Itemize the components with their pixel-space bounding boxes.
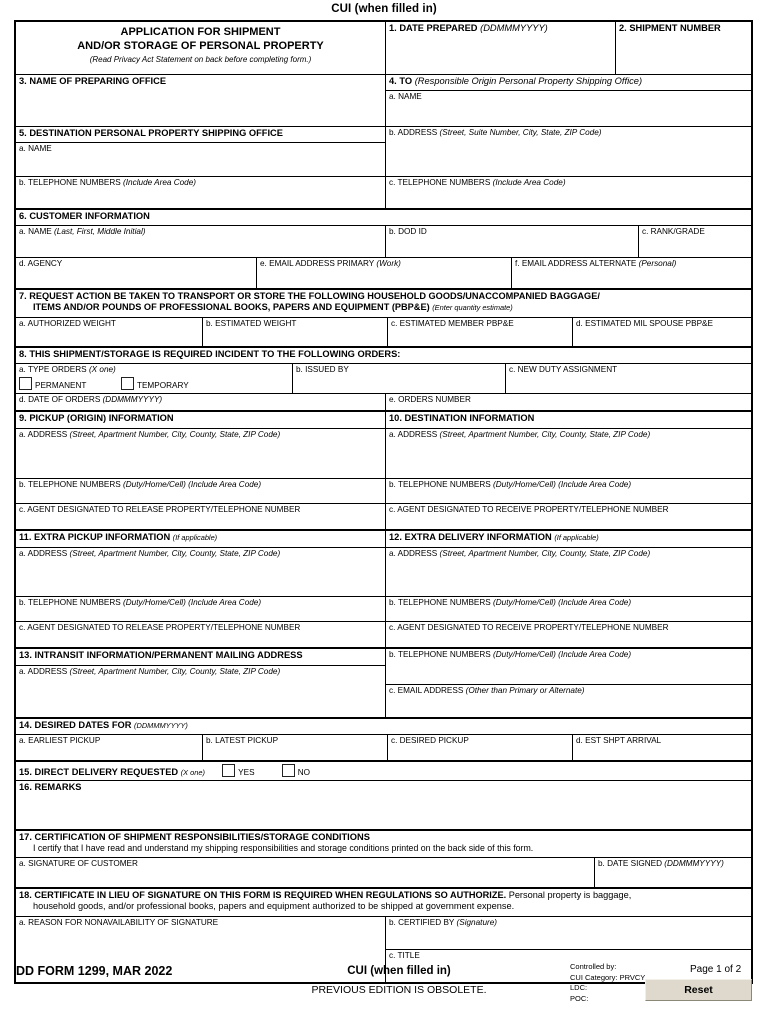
row-3-4	[16, 74, 751, 126]
field-4-to-header	[385, 75, 751, 90]
field-13a-label: a. ADDRESS	[19, 667, 68, 676]
field-7c-estimated-member-pbpe[interactable]	[387, 318, 572, 346]
field-14b-label: b. LATEST PICKUP	[206, 736, 279, 745]
field-11-label: 11. EXTRA PICKUP INFORMATION	[19, 532, 171, 542]
field-6f-email-alternate[interactable]	[511, 258, 751, 288]
row-17a-17b	[16, 857, 751, 887]
field-7b-label: b. ESTIMATED WEIGHT	[206, 319, 297, 328]
field-18-label: 18. CERTIFICATE IN LIEU OF SIGNATURE ON THIS FORM IS REQUIRED WHEN REGULATIONS SO AUTHORIZE.	[19, 890, 507, 900]
field-5b-label: b. TELEPHONE NUMBERS	[19, 178, 121, 187]
field-14b-latest-pickup[interactable]	[202, 735, 387, 760]
field-7d-estimated-mil-spouse-pbpe[interactable]	[572, 318, 751, 346]
previous-edition-note: PREVIOUS EDITION IS OBSOLETE.	[311, 984, 487, 996]
row-16-remarks	[16, 780, 751, 829]
field-18b-label: b. CERTIFIED BY	[389, 918, 455, 927]
field-6d-agency[interactable]	[16, 258, 256, 288]
field-17b-hint: (DDMMMYYYY)	[664, 859, 724, 868]
field-13-group	[16, 649, 385, 717]
field-7a-authorized-weight[interactable]	[16, 318, 202, 346]
field-4c-hint: (Include Area Code)	[492, 178, 566, 187]
field-9c-label: c. AGENT DESIGNATED TO RELEASE PROPERTY/TELEPHONE NUMBER	[19, 505, 301, 514]
field-17a-signature-customer[interactable]	[16, 858, 594, 887]
row-6a-6b-6c	[16, 225, 751, 257]
field-4-to-group	[385, 75, 751, 126]
form-title-block	[16, 22, 385, 74]
field-6b-dod-id[interactable]	[385, 226, 638, 257]
field-7-hint: (Enter quantity estimate)	[432, 302, 513, 312]
field-5-header	[16, 127, 385, 142]
field-5a-name[interactable]	[16, 142, 385, 176]
field-7-line1: 7. REQUEST ACTION BE TAKEN TO TRANSPORT OR STORE THE FOLLOWING HOUSEHOLD GOODS/UNACCOMPANIED BAGGAGE/	[19, 291, 600, 301]
field-6c-label: c. RANK/GRADE	[642, 227, 705, 236]
field-8b-issued-by[interactable]	[292, 364, 505, 393]
field-10-destination-header	[385, 412, 751, 428]
field-1-hint: (DDMMMYYYY)	[480, 23, 548, 33]
field-10c-label: c. AGENT DESIGNATED TO RECEIVE PROPERTY/TELEPHONE NUMBER	[389, 505, 669, 514]
form-id-label: DD FORM 1299, MAR 2022	[16, 964, 173, 978]
field-14a-earliest-pickup[interactable]	[16, 735, 202, 760]
field-4a-name[interactable]	[385, 90, 751, 126]
field-7-request-action-header	[16, 290, 751, 317]
field-8-orders-header	[16, 348, 751, 363]
field-8c-label: c. NEW DUTY ASSIGNMENT	[509, 365, 618, 374]
field-17a-label: a. SIGNATURE OF CUSTOMER	[19, 859, 138, 868]
checkbox-no-label: NO	[297, 768, 311, 777]
field-13b-hint1: (Duty/Home/Cell)	[493, 650, 556, 659]
field-4a-label: a. NAME	[389, 92, 422, 101]
field-13c-label: c. EMAIL ADDRESS	[389, 686, 464, 695]
field-6-customer-info-header	[16, 210, 751, 225]
field-13c-email-address[interactable]	[385, 684, 751, 717]
row-9c-10c	[16, 503, 751, 529]
field-6d-label: d. AGENCY	[19, 259, 63, 268]
field-12-extra-delivery-header	[385, 531, 751, 547]
field-8d-hint: (DDMMMYYYY)	[102, 395, 163, 404]
field-13-right-group	[385, 649, 751, 717]
field-3-label: 3. NAME OF PREPARING OFFICE	[19, 76, 167, 86]
field-6e-hint: (Work)	[376, 259, 401, 268]
field-3-preparing-office[interactable]	[16, 75, 385, 126]
row-15	[16, 760, 751, 780]
reset-button[interactable]: Reset	[645, 979, 752, 1001]
page-number: Page 1 of 2	[690, 964, 742, 975]
field-6c-rank-grade[interactable]	[638, 226, 751, 257]
field-5-label: 5. DESTINATION PERSONAL PROPERTY SHIPPING OFFICE	[19, 128, 283, 138]
field-14a-label: a. EARLIEST PICKUP	[19, 736, 101, 745]
field-10c-agent-receive[interactable]	[385, 504, 751, 529]
field-8a-label: a. TYPE ORDERS	[19, 365, 87, 374]
field-2-label: 2. SHIPMENT NUMBER	[619, 23, 721, 33]
field-12b-label: b. TELEPHONE NUMBERS	[389, 598, 491, 607]
field-13-label: 13. INTRANSIT INFORMATION/PERMANENT MAILING ADDRESS	[19, 650, 303, 660]
cui-control-block	[570, 962, 645, 1005]
row-9b-10b	[16, 478, 751, 503]
field-15-direct-delivery	[16, 762, 751, 780]
field-14-label: 14. DESIRED DATES FOR	[19, 720, 132, 730]
checkbox-permanent-label: PERMANENT	[35, 380, 87, 390]
row-5b-4c	[16, 176, 751, 208]
form-title-subtitle: (Read Privacy Act Statement on back before completing form.)	[89, 54, 312, 64]
field-18c-label: c. TITLE	[389, 951, 420, 960]
field-14-hint: (DDMMMYYYY)	[134, 721, 188, 730]
field-11b-hint1: (Duty/Home/Cell)	[123, 598, 186, 607]
checkbox-no[interactable]	[282, 764, 295, 777]
cui-banner-bottom: CUI (when filled in)	[347, 965, 451, 977]
field-9a-address[interactable]	[16, 429, 385, 478]
field-18b-certified-by[interactable]	[385, 917, 751, 949]
field-5a-label: a. NAME	[19, 144, 52, 153]
controlled-by-label: Controlled by:	[570, 962, 617, 971]
field-13c-hint: (Other than Primary or Alternate)	[465, 686, 585, 695]
row-14-dates	[16, 734, 751, 760]
field-6e-label: e. EMAIL ADDRESS PRIMARY	[260, 259, 375, 268]
row-8d-8e	[16, 393, 751, 410]
row-7-header	[16, 288, 751, 317]
field-7b-estimated-weight[interactable]	[202, 318, 387, 346]
field-13a-hint: (Street, Apartment Number, City, County, State, ZIP Code)	[69, 667, 281, 676]
field-4b-label: b. ADDRESS	[389, 128, 438, 137]
field-9-pickup-origin-header	[16, 412, 385, 428]
row-8a-8b-8c	[16, 363, 751, 393]
field-12c-label: c. AGENT DESIGNATED TO RECEIVE PROPERTY/TELEPHONE NUMBER	[389, 623, 669, 632]
field-16-label: 16. REMARKS	[19, 782, 82, 792]
field-12b-telephone[interactable]	[385, 597, 751, 621]
field-10a-label: a. ADDRESS	[389, 430, 438, 439]
checkbox-yes[interactable]	[222, 764, 235, 777]
field-9b-telephone[interactable]	[16, 479, 385, 503]
field-11a-label: a. ADDRESS	[19, 549, 68, 558]
field-17b-date-signed[interactable]	[594, 858, 751, 887]
field-4-label: 4. TO	[389, 76, 413, 86]
checkbox-yes-label: YES	[238, 768, 255, 777]
field-7-line2: ITEMS AND/OR POUNDS OF PROFESSIONAL BOOKS, PAPERS AND EQUIPMENT (PBP&E)	[33, 301, 430, 312]
field-14c-desired-pickup[interactable]	[387, 735, 572, 760]
field-4c-label: c. TELEPHONE NUMBERS	[389, 178, 491, 187]
form-title-line1: APPLICATION FOR SHIPMENT	[120, 26, 281, 38]
field-8b-label: b. ISSUED BY	[296, 365, 349, 374]
field-2-shipment-number[interactable]	[615, 22, 751, 74]
row-5-4b	[16, 126, 751, 176]
field-6a-hint: (Last, First, Middle Initial)	[54, 227, 146, 236]
field-11b-label: b. TELEPHONE NUMBERS	[19, 598, 121, 607]
field-11b-hint2: (Include Area Code)	[188, 598, 262, 607]
ldc-label: LDC:	[570, 983, 588, 993]
field-15-hint: (X one)	[180, 768, 205, 777]
field-7a-label: a. AUTHORIZED WEIGHT	[19, 319, 116, 328]
form-title-line2: AND/OR STORAGE OF PERSONAL PROPERTY	[77, 39, 324, 52]
field-11a-hint: (Street, Apartment Number, City, County, State, ZIP Code)	[69, 549, 281, 558]
field-12a-hint: (Street, Apartment Number, City, County, State, ZIP Code)	[439, 549, 651, 558]
field-4b-hint: (Street, Suite Number, City, State, ZIP Code)	[439, 128, 602, 137]
field-6e-email-primary[interactable]	[256, 258, 511, 288]
row-11c-12c	[16, 621, 751, 647]
field-9-label: 9. PICKUP (ORIGIN) INFORMATION	[19, 413, 174, 423]
row-11a-12a	[16, 547, 751, 596]
field-8-label: 8. THIS SHIPMENT/STORAGE IS REQUIRED INCIDENT TO THE FOLLOWING ORDERS:	[19, 349, 401, 359]
field-6a-label: a. NAME	[19, 227, 52, 236]
field-8c-new-duty-assignment[interactable]	[505, 364, 751, 393]
field-11c-label: c. AGENT DESIGNATED TO RELEASE PROPERTY/TELEPHONE NUMBER	[19, 623, 301, 632]
checkbox-permanent-wrap[interactable]	[19, 377, 86, 391]
field-11b-telephone[interactable]	[16, 597, 385, 621]
field-12b-hint2: (Include Area Code)	[558, 598, 632, 607]
form-footer	[14, 962, 753, 1010]
field-10b-hint2: (Include Area Code)	[558, 480, 632, 489]
field-12c-agent-receive[interactable]	[385, 622, 751, 647]
field-10b-hint1: (Duty/Home/Cell)	[493, 480, 556, 489]
field-10b-label: b. TELEPHONE NUMBERS	[389, 480, 491, 489]
field-5-group	[16, 127, 385, 176]
field-17b-label: b. DATE SIGNED	[598, 859, 662, 868]
field-12a-address[interactable]	[385, 548, 751, 596]
field-9a-hint: (Street, Apartment Number, City, County, State, ZIP Code)	[69, 430, 281, 439]
field-9c-agent-release[interactable]	[16, 504, 385, 529]
field-4b-address[interactable]	[385, 127, 751, 176]
field-6f-label: f. EMAIL ADDRESS ALTERNATE	[515, 259, 637, 268]
field-5b-hint: (Include Area Code)	[123, 178, 197, 187]
field-18b-hint: (Signature)	[456, 918, 498, 927]
row-17-header	[16, 829, 751, 857]
field-10a-hint: (Street, Apartment Number, City, County, State, ZIP Code)	[439, 430, 651, 439]
field-5b-telephone[interactable]	[16, 177, 385, 208]
field-13a-address[interactable]	[16, 665, 385, 717]
field-6f-hint: (Personal)	[638, 259, 677, 268]
row-14-header	[16, 717, 751, 734]
cui-banner-top: CUI (when filled in)	[331, 3, 437, 15]
field-11-hint: (If applicable)	[172, 533, 218, 542]
field-7c-label: c. ESTIMATED MEMBER PBP&E	[391, 319, 514, 328]
row-6-header	[16, 208, 751, 225]
field-18-certificate-header	[16, 889, 751, 916]
field-12-hint: (If applicable)	[554, 533, 599, 542]
poc-label: POC:	[570, 993, 589, 1003]
field-18-line2: household goods, and/or professional books, papers and equipment authorized to be shipped at government expense.	[33, 901, 515, 912]
row-11b-12b	[16, 596, 751, 621]
field-17-label: 17. CERTIFICATION OF SHIPMENT RESPONSIBILITIES/STORAGE CONDITIONS	[19, 832, 370, 842]
field-6a-name[interactable]	[16, 226, 385, 257]
row-11-12-headers	[16, 529, 751, 547]
field-6-label: 6. CUSTOMER INFORMATION	[19, 211, 150, 221]
field-8a-type-orders	[16, 364, 292, 393]
field-16-remarks[interactable]	[16, 781, 751, 829]
field-8e-orders-number[interactable]	[385, 394, 751, 410]
field-14d-est-shpt-arrival[interactable]	[572, 735, 751, 760]
field-9b-hint1: (Duty/Home/Cell)	[123, 480, 186, 489]
field-11a-address[interactable]	[16, 548, 385, 596]
field-11c-agent-release[interactable]	[16, 622, 385, 647]
row-7-weights	[16, 317, 751, 346]
field-7d-label: d. ESTIMATED MIL SPOUSE PBP&E	[576, 319, 713, 328]
checkbox-no-wrap[interactable]	[282, 764, 310, 778]
field-14-desired-dates-header	[16, 719, 751, 734]
field-9a-label: a. ADDRESS	[19, 430, 68, 439]
field-13b-hint2: (Include Area Code)	[558, 650, 632, 659]
row-18-header	[16, 887, 751, 916]
row-8-header	[16, 346, 751, 363]
field-12b-hint1: (Duty/Home/Cell)	[493, 598, 556, 607]
field-8d-label: d. DATE OF ORDERS	[19, 395, 101, 404]
field-15-label: 15. DIRECT DELIVERY REQUESTED	[19, 767, 179, 777]
field-17-body: I certify that I have read and understand my shipping responsibilities and storage conditions printed on the back side of this form.	[33, 842, 534, 853]
row-title	[16, 22, 751, 74]
field-12a-label: a. ADDRESS	[389, 549, 438, 558]
checkbox-temporary[interactable]	[121, 377, 134, 390]
field-10b-telephone[interactable]	[385, 479, 751, 503]
field-8e-label: e. ORDERS NUMBER	[389, 395, 471, 404]
checkbox-permanent[interactable]	[19, 377, 32, 390]
field-18-title-rest: Personal property is baggage,	[508, 890, 632, 900]
row-6d-6e-6f	[16, 257, 751, 288]
field-10a-address[interactable]	[385, 429, 751, 478]
cui-category-label: CUI Category: PRVCY	[570, 972, 646, 982]
field-18a-label: a. REASON FOR NONAVAILABILITY OF SIGNATURE	[19, 918, 219, 927]
field-9b-hint2: (Include Area Code)	[188, 480, 262, 489]
field-11-extra-pickup-header	[16, 531, 385, 547]
field-13-intransit-header	[16, 649, 385, 665]
field-13b-telephone[interactable]	[385, 649, 751, 684]
row-9-10-headers	[16, 410, 751, 428]
field-14c-label: c. DESIRED PICKUP	[391, 736, 469, 745]
field-1-label: 1. DATE PREPARED	[389, 23, 478, 33]
row-9a-10a	[16, 428, 751, 478]
field-4c-telephone[interactable]	[385, 177, 751, 208]
checkbox-temporary-wrap[interactable]	[121, 377, 189, 391]
field-8a-hint: (X one)	[88, 365, 116, 374]
field-9b-label: b. TELEPHONE NUMBERS	[19, 480, 121, 489]
field-8d-date-of-orders[interactable]	[16, 394, 385, 410]
dd-form-1299	[14, 20, 753, 984]
field-12-label: 12. EXTRA DELIVERY INFORMATION	[389, 532, 552, 542]
field-17-certification-header	[16, 831, 751, 857]
field-6b-label: b. DOD ID	[389, 227, 427, 236]
checkbox-yes-wrap[interactable]	[222, 764, 254, 778]
field-10-label: 10. DESTINATION INFORMATION	[389, 413, 535, 423]
field-13b-label: b. TELEPHONE NUMBERS	[389, 650, 491, 659]
checkbox-temporary-label: TEMPORARY	[136, 380, 189, 390]
field-14d-label: d. EST SHPT ARRIVAL	[576, 736, 662, 745]
field-1-date-prepared[interactable]	[385, 22, 615, 74]
field-4-hint: (Responsible Origin Personal Property Shipping Office)	[414, 76, 643, 86]
row-13	[16, 647, 751, 717]
